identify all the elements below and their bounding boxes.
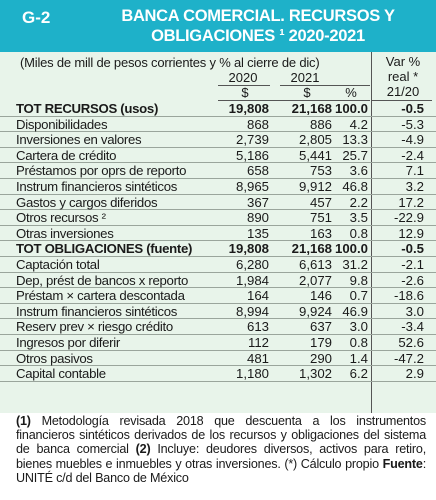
value-2020: 112	[247, 334, 269, 350]
table-row	[0, 226, 436, 242]
value-pct: 0.8	[349, 225, 368, 241]
row-label: Dep, prést de bancos x reporto	[16, 272, 189, 288]
chart-code: G-2	[22, 8, 51, 27]
value-2020: 5,186	[235, 147, 269, 163]
table-row	[0, 366, 436, 382]
value-2021: 5,441	[298, 147, 332, 163]
value-2021: 1,302	[298, 366, 332, 382]
note-2-mark: (2)	[135, 442, 151, 457]
value-2021: 886	[309, 116, 332, 132]
var-header-line-2: real *	[387, 69, 419, 84]
row-label: Reserv prev × riesgo crédito	[16, 319, 173, 335]
value-2020: 658	[246, 163, 269, 179]
value-2020: 613	[246, 319, 269, 335]
value-var: -0.5	[401, 241, 424, 257]
value-pct: 100.0	[334, 241, 368, 257]
value-2021: 9,912	[298, 178, 332, 194]
value-2021: 290	[309, 350, 332, 366]
value-2021: 751	[309, 210, 332, 226]
table-row	[0, 179, 436, 195]
row-label: TOT OBLIGACIONES (fuente)	[16, 241, 193, 257]
value-2021: 637	[309, 319, 332, 335]
footnotes	[16, 414, 426, 485]
value-var: -5.3	[401, 116, 424, 132]
table-row	[0, 304, 436, 320]
row-label: Inversiones en valores	[16, 132, 142, 148]
note-2-text: Incluye: deudores diversos, activos para retiro, bienes muebles e inmuebles y otras inversiones. (*) Cálculo propio	[16, 442, 426, 471]
table-body	[0, 101, 436, 382]
table-row	[0, 335, 436, 351]
table-row	[0, 148, 436, 164]
table-row	[0, 273, 436, 289]
table-row	[0, 351, 436, 367]
value-2020: 2,739	[235, 132, 269, 148]
value-pct: 13.3	[342, 132, 368, 148]
row-label: Capital contable	[16, 366, 106, 382]
unit-2020: $	[241, 85, 249, 100]
value-var: 17.2	[398, 194, 424, 210]
source-text: : UNITÉ c/d del Banco de México	[16, 456, 426, 485]
value-var: 52.6	[398, 334, 424, 350]
value-var: -2.6	[401, 272, 424, 288]
unit-pct: %	[345, 85, 357, 100]
value-2020: 19,808	[228, 241, 269, 257]
value-pct: 25.7	[342, 147, 368, 163]
value-pct: 1.4	[349, 350, 368, 366]
value-pct: 6.2	[349, 366, 368, 382]
row-label: Gastos y cargos diferidos	[16, 194, 158, 210]
note-1-mark: (1)	[16, 414, 31, 428]
row-label: TOT RECURSOS (usos)	[16, 101, 159, 116]
table-row	[0, 241, 436, 257]
value-pct: 46.9	[342, 303, 368, 319]
value-var: -0.5	[401, 101, 424, 116]
value-2021: 2,805	[298, 132, 332, 148]
value-pct: 31.2	[342, 256, 368, 272]
value-2020: 890	[246, 210, 269, 226]
value-var: -2.4	[401, 147, 424, 163]
value-2020: 135	[246, 225, 269, 241]
title-line-2: OBLIGACIONES ¹ 2020-2021	[151, 27, 365, 45]
value-var: -47.2	[393, 350, 424, 366]
row-label: Otros recursos ²	[16, 210, 106, 226]
table-row	[0, 210, 436, 226]
row-label: Otros pasivos	[16, 350, 93, 366]
value-var: -22.9	[393, 210, 424, 226]
value-2020: 481	[246, 350, 269, 366]
value-2021: 146	[309, 288, 332, 304]
row-label: Ingresos por diferir	[16, 334, 120, 350]
var-header-line-1: Var %	[385, 54, 421, 69]
table-row	[0, 132, 436, 148]
table-row	[0, 163, 436, 179]
value-var: 7.1	[405, 163, 424, 179]
table-row	[0, 117, 436, 133]
row-label: Captación total	[16, 256, 100, 272]
value-pct: 46.8	[342, 178, 368, 194]
source-label: Fuente	[382, 456, 423, 471]
value-pct: 100.0	[334, 101, 368, 116]
note-1-text: Metodología revisada 2018 que descuenta a los instrumentos financieros sintéticos derivados de los recursos y obligaciones del sistema de banca comercial	[16, 414, 426, 457]
value-2020: 19,808	[228, 101, 269, 116]
year-2020-header: 2020	[228, 70, 258, 85]
value-2020: 8,994	[235, 303, 269, 319]
value-var: 2.9	[405, 366, 424, 382]
table-row	[0, 319, 436, 335]
value-pct: 3.6	[349, 163, 368, 179]
value-2020: 1,180	[235, 366, 269, 382]
row-label: Préstam × cartera descontada	[16, 288, 185, 304]
value-pct: 0.8	[349, 334, 368, 350]
row-label: Instrum financieros sintéticos	[16, 178, 178, 194]
value-2021: 2,077	[298, 272, 332, 288]
value-var: -18.6	[393, 288, 424, 304]
value-2020: 6,280	[235, 256, 269, 272]
value-2021: 457	[309, 194, 332, 210]
value-2020: 8,965	[235, 178, 269, 194]
chart-title	[88, 6, 428, 46]
value-2020: 367	[246, 194, 269, 210]
value-pct: 3.0	[349, 319, 368, 335]
unit-2021: $	[303, 85, 311, 100]
units-label: (Miles de mill de pesos corrientes y % al cierre de dic)	[20, 55, 320, 70]
value-2020: 1,984	[235, 272, 269, 288]
value-var: -3.4	[401, 319, 424, 335]
var-years: 21/20	[386, 84, 420, 99]
value-2020: 868	[246, 116, 269, 132]
value-2020: 164	[246, 288, 269, 304]
table-row	[0, 101, 436, 117]
value-2021: 9,924	[298, 303, 332, 319]
value-2021: 163	[309, 225, 332, 241]
value-2021: 179	[309, 334, 332, 350]
year-2021-header: 2021	[290, 70, 320, 85]
row-label: Instrum financieros sintéticos	[16, 303, 178, 319]
row-label: Préstamos por oprs de reporto	[16, 163, 187, 179]
value-var: 12.9	[398, 225, 424, 241]
table-row	[0, 257, 436, 273]
value-2021: 21,168	[291, 101, 332, 116]
title-line-1: BANCA COMERCIAL. RECURSOS Y	[121, 7, 395, 25]
table-row	[0, 195, 436, 211]
value-var: -4.9	[401, 132, 424, 148]
var-column-header	[376, 54, 430, 84]
chart-header	[0, 0, 436, 52]
value-pct: 9.8	[349, 272, 368, 288]
value-var: 3.0	[405, 303, 424, 319]
row-label: Otras inversiones	[16, 225, 114, 241]
value-pct: 0.7	[349, 288, 368, 304]
row-label: Disponibilidades	[16, 116, 108, 132]
value-2021: 21,168	[291, 241, 332, 257]
value-pct: 2.2	[349, 194, 368, 210]
value-var: 3.2	[405, 178, 424, 194]
value-2021: 6,613	[298, 256, 332, 272]
value-pct: 4.2	[349, 116, 368, 132]
value-var: -2.1	[401, 256, 424, 272]
row-label: Cartera de crédito	[16, 147, 117, 163]
value-pct: 3.5	[349, 210, 368, 226]
table-row	[0, 288, 436, 304]
data-table	[0, 52, 436, 413]
value-2021: 753	[309, 163, 332, 179]
